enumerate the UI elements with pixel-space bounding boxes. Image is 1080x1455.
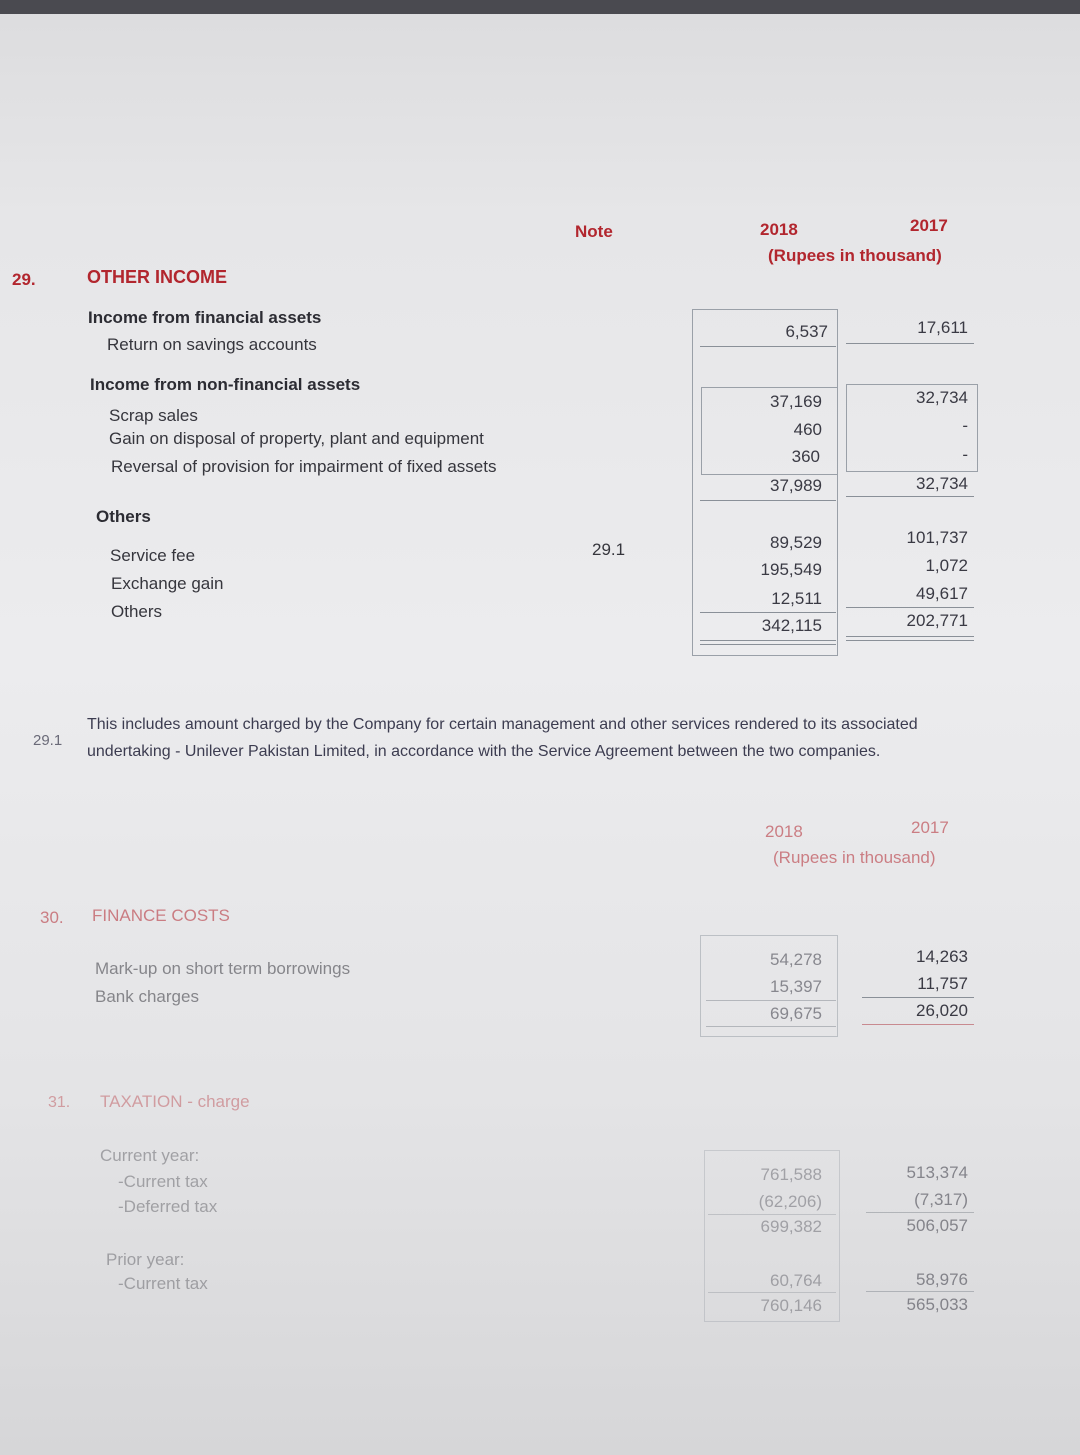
rule bbox=[846, 607, 974, 608]
current-year-label: Current year: bbox=[100, 1146, 200, 1165]
rule bbox=[700, 346, 836, 347]
v2017-s31-total: 565,033 bbox=[906, 1295, 968, 1314]
rule bbox=[846, 640, 974, 641]
v2018-g2-total: 37,989 bbox=[770, 476, 822, 495]
v2018-service-fee: 89,529 bbox=[770, 533, 822, 552]
row-reversal-provision: Reversal of provision for impairment of fixed assets bbox=[111, 457, 497, 476]
rule bbox=[866, 1212, 974, 1213]
v2018-s31-total: 760,146 bbox=[760, 1296, 822, 1315]
prior-year-label: Prior year: bbox=[106, 1250, 185, 1269]
row-service-fee: Service fee bbox=[110, 546, 196, 565]
v2017-s30-total: 26,020 bbox=[916, 1001, 968, 1020]
rule bbox=[700, 640, 836, 641]
footnote-line-2: undertaking - Unilever Pakistan Limited, in accordance with the Service Agreement between the two companies. bbox=[87, 743, 881, 760]
v2018-current-tax: 761,588 bbox=[760, 1165, 822, 1184]
footnote-number: 29.1 bbox=[33, 732, 63, 749]
rule bbox=[846, 496, 974, 497]
rule bbox=[706, 1026, 836, 1027]
v2017-exchange-gain: 1,072 bbox=[925, 556, 968, 575]
v2017-bank: 11,757 bbox=[917, 974, 968, 993]
v2018-s31-subtotal: 699,382 bbox=[760, 1217, 822, 1236]
section-30-number: 30. bbox=[40, 908, 64, 927]
rule bbox=[700, 500, 836, 501]
v2018-others: 12,511 bbox=[771, 589, 822, 608]
row-exchange-gain: Exchange gain bbox=[111, 574, 224, 593]
rule bbox=[862, 997, 974, 998]
v2018-markup: 54,278 bbox=[770, 950, 822, 969]
year-2017-header: 2017 bbox=[910, 216, 948, 235]
rule bbox=[708, 1214, 836, 1215]
v2018-return-savings: 6,537 bbox=[785, 322, 828, 341]
g2-title: Income from non-financial assets bbox=[90, 375, 361, 394]
row-prior-current-tax: -Current tax bbox=[118, 1274, 208, 1293]
v2017-current-tax: 513,374 bbox=[906, 1163, 968, 1182]
v2017-service-fee: 101,737 bbox=[906, 528, 968, 547]
g1-title: Income from financial assets bbox=[88, 308, 322, 327]
rule bbox=[846, 343, 974, 344]
s30-year-2017: 2017 bbox=[911, 818, 949, 837]
v2018-bank: 15,397 bbox=[770, 977, 822, 996]
rule bbox=[700, 612, 836, 613]
rule bbox=[866, 1291, 974, 1292]
section-29-number: 29. bbox=[12, 270, 36, 289]
section-29-title: OTHER INCOME bbox=[87, 267, 228, 287]
note-header: Note bbox=[575, 222, 613, 241]
year-2018-header: 2018 bbox=[760, 220, 798, 239]
v2018-g3-total: 342,115 bbox=[761, 616, 822, 635]
rule bbox=[700, 644, 836, 645]
v2017-prior-tax: 58,976 bbox=[916, 1270, 968, 1289]
v2018-exchange-gain: 195,549 bbox=[760, 560, 822, 579]
section-31-number: 31. bbox=[48, 1094, 71, 1111]
v2018-scrap: 37,169 bbox=[770, 392, 822, 411]
v2017-g2-total: 32,734 bbox=[916, 474, 968, 493]
row-current-tax: -Current tax bbox=[118, 1172, 208, 1191]
note-29-1: 29.1 bbox=[592, 540, 626, 559]
v2017-others: 49,617 bbox=[916, 584, 968, 603]
section-30-title: FINANCE COSTS bbox=[92, 906, 230, 925]
section-31-title: TAXATION - charge bbox=[100, 1092, 250, 1111]
v2018-gain: 460 bbox=[793, 420, 822, 439]
footnote-line-1: This includes amount charged by the Company for certain management and other services rendered to its associated bbox=[87, 716, 918, 733]
row-markup: Mark-up on short term borrowings bbox=[95, 959, 351, 978]
row-others: Others bbox=[111, 602, 163, 621]
v2018-prior-tax: 60,764 bbox=[770, 1271, 822, 1290]
v2018-reversal: 360 bbox=[791, 447, 820, 466]
row-return-savings: Return on savings accounts bbox=[107, 335, 317, 354]
rule bbox=[708, 1292, 836, 1293]
v2017-reversal: - bbox=[962, 445, 968, 464]
v2017-deferred-tax: (7,317) bbox=[914, 1190, 968, 1209]
v2017-markup: 14,263 bbox=[916, 947, 968, 966]
s30-year-2018: 2018 bbox=[765, 822, 803, 841]
row-bank-charges: Bank charges bbox=[95, 987, 199, 1006]
unit-header: (Rupees in thousand) bbox=[768, 246, 942, 265]
v2017-gain: - bbox=[962, 416, 968, 435]
v2017-return-savings: 17,611 bbox=[917, 318, 968, 337]
s30-unit: (Rupees in thousand) bbox=[773, 848, 936, 867]
row-deferred-tax: -Deferred tax bbox=[118, 1197, 218, 1216]
row-gain-disposal: Gain on disposal of property, plant and equipment bbox=[109, 429, 484, 448]
rule bbox=[862, 1024, 974, 1025]
top-edge bbox=[0, 0, 1080, 14]
row-scrap-sales: Scrap sales bbox=[109, 406, 198, 425]
v2017-scrap: 32,734 bbox=[916, 388, 968, 407]
v2017-s31-subtotal: 506,057 bbox=[906, 1216, 968, 1235]
v2018-deferred-tax: (62,206) bbox=[758, 1192, 822, 1211]
v2017-g3-total: 202,771 bbox=[906, 611, 968, 630]
v2018-s30-total: 69,675 bbox=[770, 1004, 822, 1023]
rule bbox=[846, 636, 974, 637]
rule bbox=[706, 1000, 836, 1001]
g3-title: Others bbox=[96, 507, 151, 526]
